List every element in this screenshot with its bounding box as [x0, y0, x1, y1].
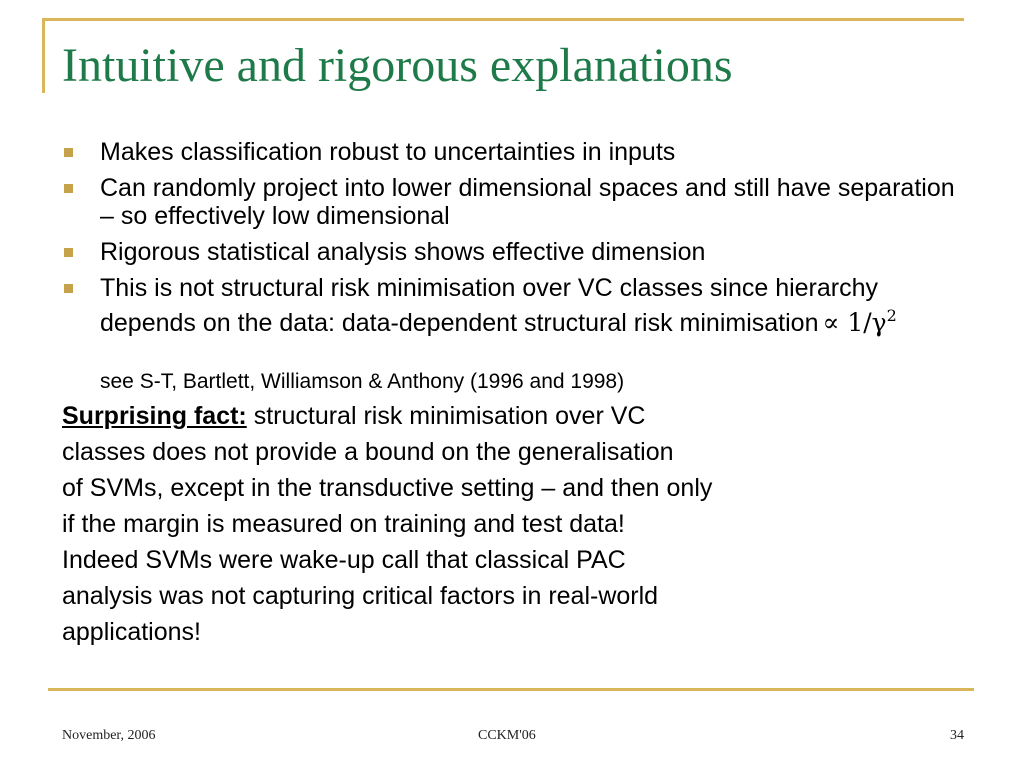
reference-citation: see S-T, Bartlett, Williamson & Anthony (1996 and 1998): [100, 370, 625, 393]
paragraph-line: [62, 398, 962, 434]
surprising-fact-paragraph: [62, 398, 962, 650]
paragraph-line: analysis was not capturing critical factors in real-world: [62, 582, 659, 610]
bullet-text: Makes classification robust to uncertainties in inputs: [100, 138, 676, 166]
square-bullet-icon: [64, 284, 73, 293]
bullet-text: Can randomly project into lower dimensional spaces and still have separation – so effectively low dimensional: [100, 174, 955, 230]
footer-page-number: 34: [950, 728, 964, 743]
formula-exponent: 2: [886, 306, 897, 325]
paragraph-line: classes does not provide a bound on the generalisation: [62, 438, 674, 466]
slide-title: Intuitive and rigorous explanations: [62, 39, 733, 92]
paragraph-line: if the margin is measured on training and test data!: [62, 510, 625, 538]
paragraph-line: applications!: [62, 618, 201, 646]
footer-divider: [48, 688, 974, 691]
square-bullet-icon: [64, 184, 73, 193]
bullet-list: [62, 138, 962, 345]
bullet-item: [62, 138, 962, 166]
paragraph-line: Indeed SVMs were wake-up call that classical PAC: [62, 546, 626, 574]
square-bullet-icon: [64, 248, 73, 257]
footer-date: November, 2006: [62, 728, 156, 743]
paragraph-line: of SVMs, except in the transductive setting – and then only: [62, 474, 713, 502]
bullet-item: [62, 274, 962, 337]
bullet-item: [62, 174, 962, 230]
footer-event: CCKM'06: [478, 728, 536, 743]
square-bullet-icon: [64, 148, 73, 157]
bullet-item: [62, 238, 962, 266]
paragraph-heading: Surprising fact:: [62, 402, 247, 430]
bullet-text: Rigorous statistical analysis shows effective dimension: [100, 238, 706, 266]
paragraph-text: structural risk minimisation over VC: [253, 402, 646, 430]
proportional-formula: [822, 308, 896, 337]
decorative-top-rule: [42, 18, 964, 21]
formula-base: ∝ 1/γ: [822, 308, 887, 337]
decorative-vertical-rule: [42, 18, 45, 93]
bullet-text: This is not structural risk minimisation over VC classes since hierarchy depends on the data: data-dependent structural risk minimisation: [100, 274, 879, 337]
